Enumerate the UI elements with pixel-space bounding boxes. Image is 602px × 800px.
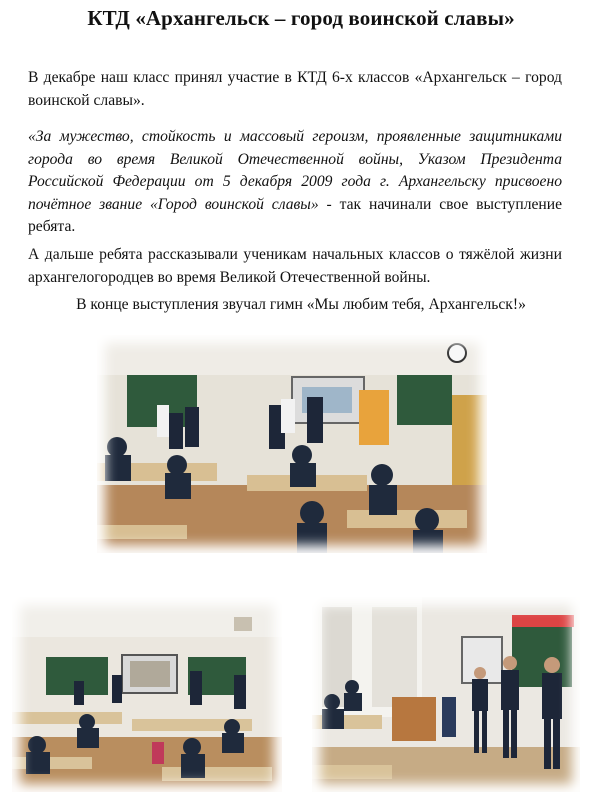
classroom-photo-right	[312, 597, 580, 792]
page-title: КТД «Архангельск – город воинской славы»	[87, 6, 515, 30]
classroom-photo-main	[97, 335, 487, 553]
classroom-photo-left	[12, 597, 282, 792]
intro-paragraph: В декабре наш класс принял участие в КТД 6-х классов «Архангельск – город воинской славы».	[28, 69, 562, 109]
anthem-paragraph: В конце выступления звучал гимн «Мы любим тебя, Архангельск!»	[76, 296, 526, 313]
quote-tail: - так начинали свое выступление ребята.	[28, 195, 563, 235]
quote-paragraph	[28, 126, 562, 239]
story-paragraph: А дальше ребята рассказывали ученикам начальных классов о тяжёлой жизни архангелогородцев во время Великой Отечественной войны.	[28, 246, 562, 286]
quote-text: «За мужество, стойкость и массовый героизм, проявленные защитниками города во время Великой Отечественной войны, Указом Президента Российской Федерации от 5 декабря 2009 года г. Архангельску присвоено почётное звание «Город воинской славы»	[28, 128, 562, 213]
